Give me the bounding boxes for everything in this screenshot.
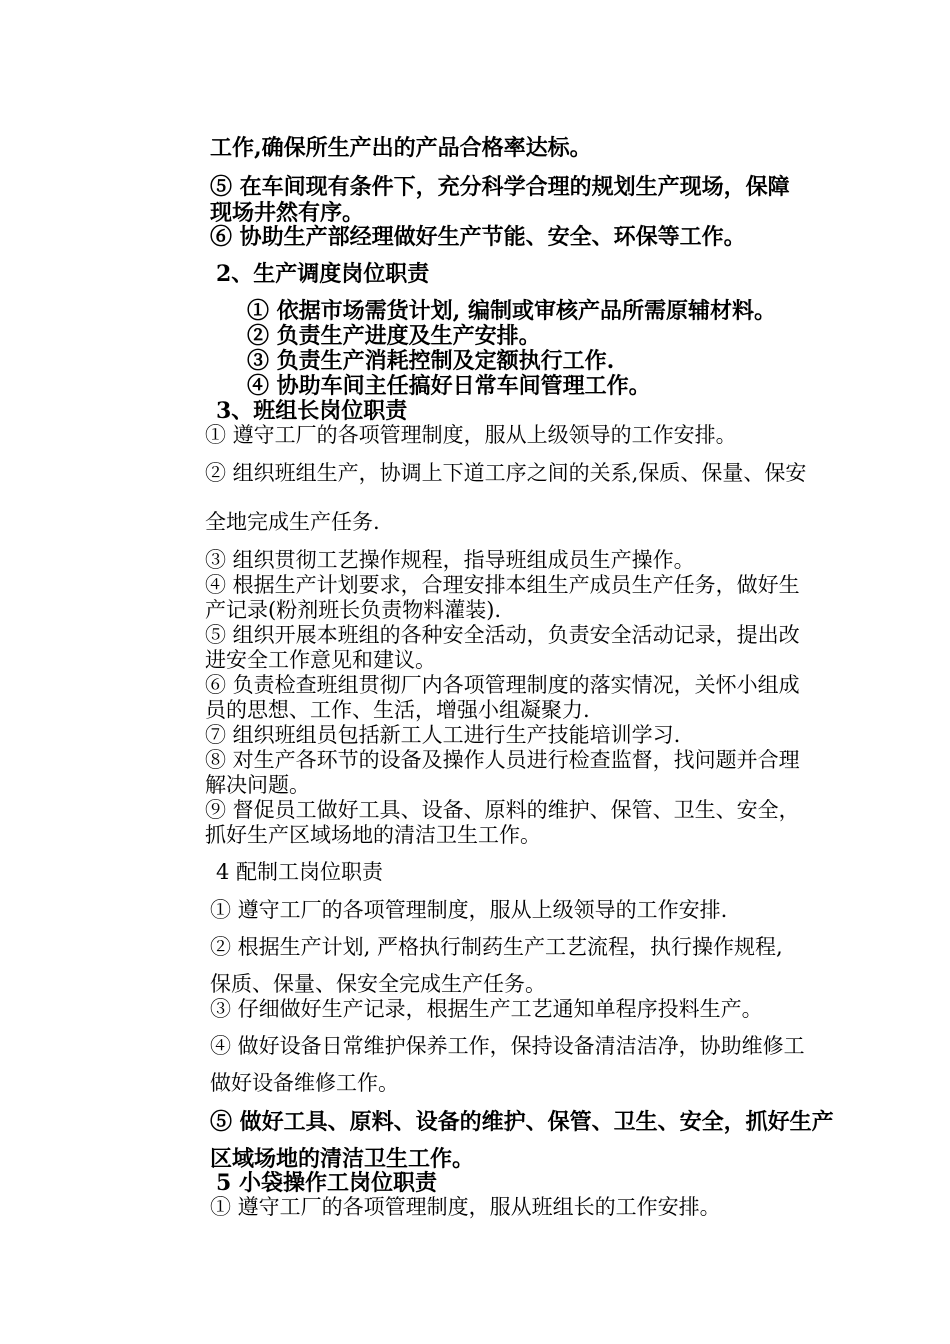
text-line: 产记录(粉剂班长负责物料灌装). [205, 598, 502, 622]
text-line: ② 负责生产进度及生产安排。 [247, 323, 541, 349]
section-heading: 3、班组长岗位职责 [216, 398, 408, 424]
text-line: ⑧ 对生产各环节的设备及操作人员进行检查监督，找问题并合理 [205, 748, 800, 772]
text-line: ③ 仔细做好生产记录，根据生产工艺通知单程序投料生产。 [210, 997, 763, 1021]
text-line: ④ 协助车间主任搞好日常车间管理工作。 [247, 373, 651, 399]
text-line: ① 遵守工厂的各项管理制度，服从上级领导的工作安排。 [205, 423, 737, 447]
text-line: ③ 组织贯彻工艺操作规程，指导班组成员生产操作。 [205, 548, 695, 572]
section-heading: 5 小袋操作工岗位职责 [216, 1170, 437, 1196]
text-line: ① 遵守工厂的各项管理制度，服从班组长的工作安排。 [210, 1195, 721, 1219]
text-line: ② 组织班组生产，协调上下道工序之间的关系,保质、保量、保安 [205, 461, 807, 485]
text-line: 员的思想、工作、生活，增强小组凝聚力. [205, 698, 590, 722]
text-line: 做好设备维修工作。 [210, 1071, 399, 1095]
text-line: 区域场地的清洁卫生工作。 [210, 1146, 475, 1172]
text-line: ② 根据生产计划, 严格执行制药生产工艺流程，执行操作规程, [210, 935, 783, 959]
text-line: ③ 负责生产消耗控制及定额执行工作. [247, 348, 615, 374]
text-line: ④ 根据生产计划要求，合理安排本组生产成员生产任务，做好生 [205, 573, 800, 597]
section-heading: 2、生产调度岗位职责 [216, 261, 430, 287]
text-line: ⑤ 做好工具、原料、设备的维护、保管、卫生、安全，抓好生产 [210, 1109, 834, 1135]
text-line: 工作,确保所生产出的产品合格率达标。 [210, 135, 592, 161]
text-line: 保质、保量、保安全完成生产任务。 [210, 972, 546, 996]
text-line: ④ 做好设备日常维护保养工作，保持设备清洁洁净，协助维修工 [210, 1034, 805, 1058]
text-line: 全地完成生产任务. [205, 510, 380, 534]
text-line: ⑥ 协助生产部经理做好生产节能、安全、环保等工作。 [210, 224, 746, 250]
text-line: 解决问题。 [205, 773, 310, 797]
section-heading: 4 配制工岗位职责 [216, 860, 384, 884]
text-line: ① 依据市场需货计划, 编制或审核产品所需原辅材料。 [247, 298, 776, 324]
text-line: ⑤ 组织开展本班组的各种安全活动，负责安全活动记录，提出改 [205, 623, 800, 647]
text-line: ⑤ 在车间现有条件下，充分科学合理的规划生产现场，保障 [210, 174, 790, 200]
text-line: 现场井然有序。 [210, 200, 365, 226]
text-line: 抓好生产区域场地的清洁卫生工作。 [205, 823, 541, 847]
text-line: ⑦ 组织班组员包括新工人工进行生产技能培训学习. [205, 723, 681, 747]
text-line: ⑥ 负责检查班组贯彻厂内各项管理制度的落实情况，关怀小组成 [205, 673, 800, 697]
text-line: ⑨ 督促员工做好工具、设备、原料的维护、保管、卫生、安全， [205, 798, 800, 822]
text-line: ① 遵守工厂的各项管理制度，服从上级领导的工作安排. [210, 898, 728, 922]
text-line: 进安全工作意见和建议。 [205, 648, 436, 672]
